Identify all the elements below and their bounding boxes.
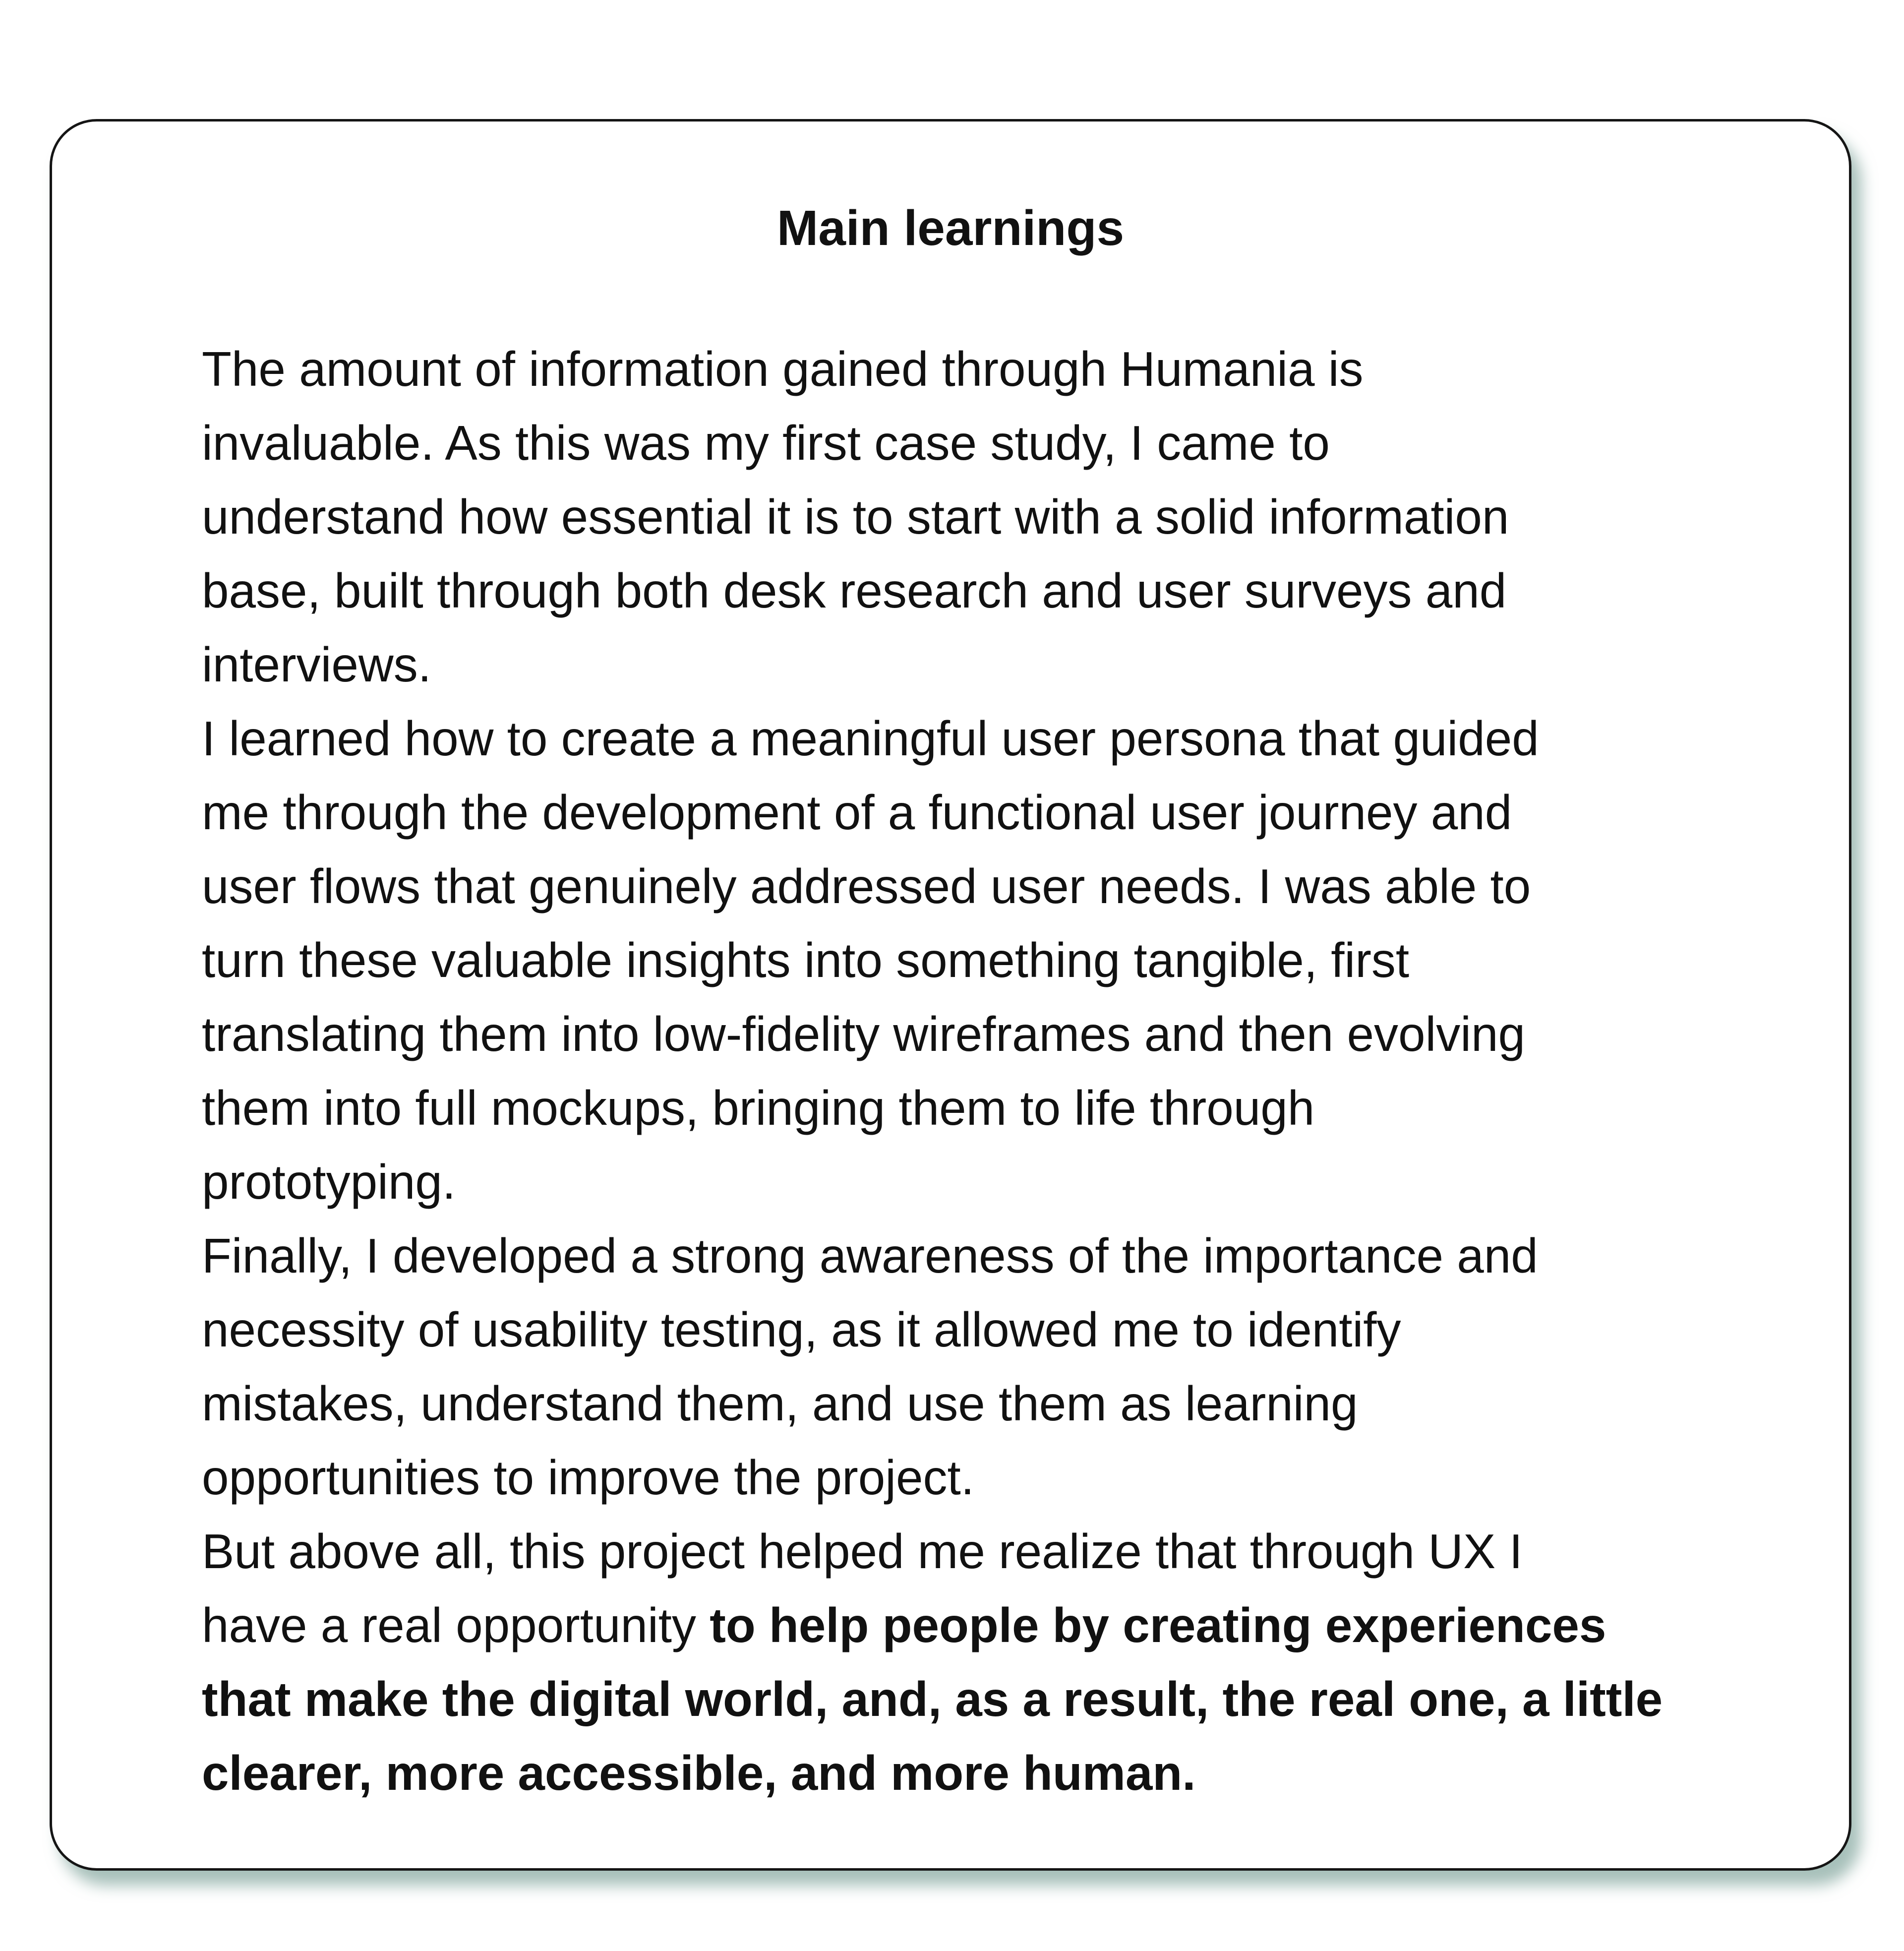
text-line-bold: clearer, more accessible, and more human. xyxy=(202,1746,1196,1800)
text-line: necessity of usability testing, as it allowed me to identify xyxy=(202,1302,1401,1357)
text-line: prototyping. xyxy=(202,1155,456,1209)
card-title: Main learnings xyxy=(776,200,1125,256)
text-bold-part: to help people by creating experiences xyxy=(710,1598,1606,1652)
text-line: mistakes, understand them, and use them as learning xyxy=(202,1376,1358,1431)
text-line-mixed xyxy=(202,1588,1788,1662)
text-line: turn these valuable insights into something tangible, first xyxy=(202,933,1410,987)
text-line: interviews. xyxy=(202,637,431,692)
text-line: I learned how to create a meaningful user persona that guided xyxy=(202,711,1539,766)
text-line: them into full mockups, bringing them to life through xyxy=(202,1081,1315,1135)
text-line: invaluable. As this was my first case study, I came to xyxy=(202,416,1330,470)
text-line: user flows that genuinely addressed user needs. I was able to xyxy=(202,859,1531,914)
learnings-paragraph xyxy=(202,332,1788,1810)
text-line: opportunities to improve the project. xyxy=(202,1450,974,1505)
text-line: But above all, this project helped me realize that through UX I xyxy=(202,1524,1523,1579)
text-normal-part: have a real opportunity xyxy=(202,1598,710,1652)
text-line: translating them into low-fidelity wireframes and then evolving xyxy=(202,1007,1526,1061)
text-line: me through the development of a functional user journey and xyxy=(202,785,1512,840)
text-line: understand how essential it is to start with a solid information xyxy=(202,489,1509,544)
text-line: The amount of information gained through Humania is xyxy=(202,342,1364,396)
text-line-bold: that make the digital world, and, as a result, the real one, a little xyxy=(202,1672,1663,1726)
main-learnings-card xyxy=(50,119,1851,1871)
text-line: base, built through both desk research and user surveys and xyxy=(202,563,1507,618)
text-line: Finally, I developed a strong awareness of the importance and xyxy=(202,1228,1538,1283)
